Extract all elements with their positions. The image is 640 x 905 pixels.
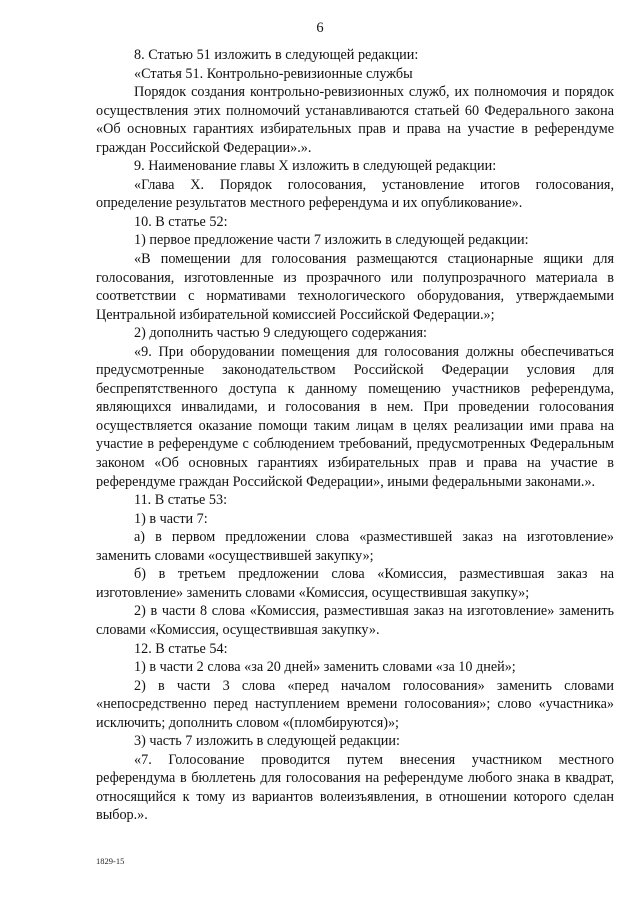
document-code: 1829-15	[96, 856, 125, 866]
paragraph: 2) в части 8 слова «Комиссия, разместившая заказ на изготовление» заменить словами «Комиссия, осуществившая закупку».	[96, 603, 614, 638]
paragraph: 9. Наименование главы X изложить в следующей редакции:	[134, 158, 497, 175]
paragraph: 2) в части 3 слова «перед началом голосования» заменить словами «непосредственно перед наступлением времени голосования»; слово «участника» исключить; дополнить словом «(пломбируются)»;	[96, 677, 614, 731]
page-number: 6	[316, 20, 324, 36]
paragraph: 12. В статье 54:	[134, 640, 228, 657]
paragraph: б) в третьем предложении слова «Комиссия, разместившая заказ на изготовление» заменить словами «Комиссия, осуществившая закупку»;	[96, 566, 614, 601]
paragraph: Порядок создания контрольно-ревизионных служб, их полномочия и порядок осуществления этих полномочий устанавливаются статьей 60 Федерального закона «Об основных гарантиях избирательных прав и права на участие в референдуме граждан Российской Федерации».».	[96, 84, 614, 156]
paragraph: 1) в части 2 слова «за 20 дней» заменить словами «за 10 дней»;	[134, 659, 516, 676]
paragraph: 8. Статью 51 изложить в следующей редакции:	[134, 47, 419, 63]
paragraph: «9. При оборудовании помещения для голосования должны обеспечиваться предусмотренные законодательством Российской Федерации условия для беспрепятственного доступа к данному помещению участников референдума, являющихся инвалидами, и голосования в нем. При проведении голосования осуществляется оказание помощи таким лицам в целях реализации ими права на участие в референдуме с соблюдением требований, предусмотренных Федеральным законом «Об основных гарантиях избирательных прав и права на участие в референдуме граждан Российской Федерации», иными федеральными законами.».	[96, 343, 614, 490]
paragraph: «Глава X. Порядок голосования, установление итогов голосования, определение результатов местного референдума и их опубликование».	[96, 176, 614, 212]
paragraph: 1) в части 7:	[134, 510, 208, 527]
paragraph: 10. В статье 52:	[134, 213, 228, 230]
paragraph: 11. В статье 53:	[134, 492, 228, 509]
paragraph: «Статья 51. Контрольно-ревизионные службы	[134, 65, 413, 82]
paragraph: «7. Голосование проводится путем внесения участником местного референдума в бюллетень для голосования на референдуме любого знака в квадрат, относящийся к тому из вариантов волеизъявления, в отношении которого сделан выбор.».	[96, 751, 614, 824]
document-body	[96, 46, 614, 825]
paragraph: «В помещении для голосования размещаются стационарные ящики для голосования, изготовленные из прозрачного или полупрозрачного материала в соответствии с нормативами технологического оборудования, утверждаемыми Центральной избирательной комиссией Российской Федерации.»;	[96, 251, 614, 323]
paragraph: а) в первом предложении слова «разместившей заказ на изготовление» заменить словами «осуществившей закупку»;	[96, 529, 614, 564]
paragraph: 3) часть 7 изложить в следующей редакции:	[134, 733, 400, 750]
paragraph: 1) первое предложение части 7 изложить в следующей редакции:	[134, 232, 529, 249]
paragraph: 2) дополнить частью 9 следующего содержания:	[134, 325, 427, 342]
